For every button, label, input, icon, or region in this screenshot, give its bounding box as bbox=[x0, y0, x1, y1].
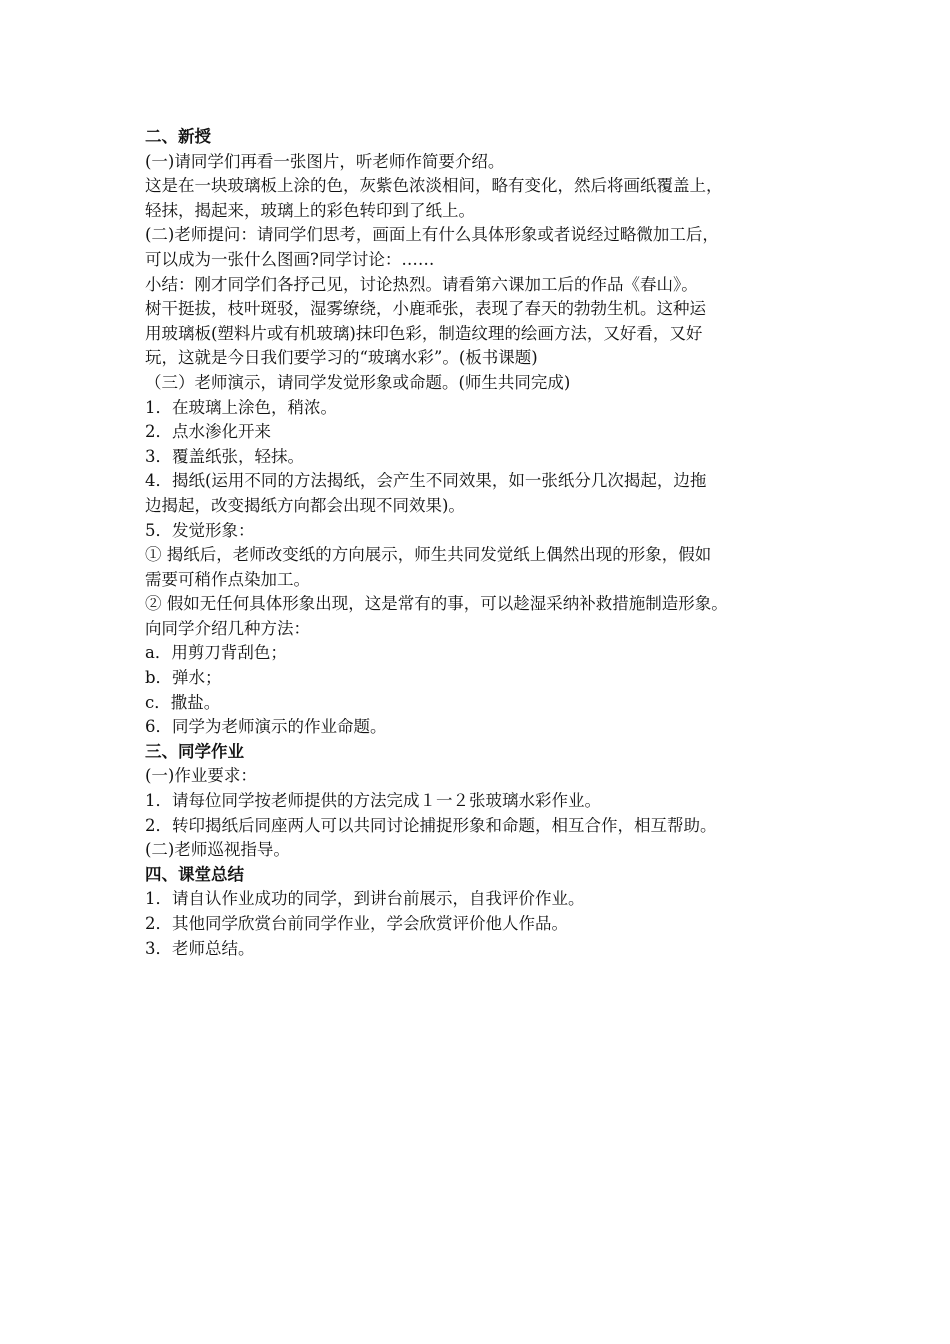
list-item: 1．请每位同学按老师提供的方法完成１一２张玻璃水彩作业。 bbox=[145, 791, 601, 811]
list-item: 2．点水渗化开来 bbox=[145, 422, 271, 442]
paragraph: (二)老师巡视指导。 bbox=[145, 840, 290, 860]
list-item: 3．覆盖纸张，轻抹。 bbox=[145, 446, 304, 466]
list-item: 5．发觉形象： bbox=[145, 520, 255, 540]
list-item: c．撒盐。 bbox=[145, 692, 221, 712]
list-item: 2．转印揭纸后同座两人可以共同讨论捕捉形象和命题，相互合作，相互帮助。 bbox=[145, 815, 717, 835]
paragraph: 可以成为一张什么图画?同学讨论：…… bbox=[145, 249, 435, 269]
paragraph: 小结：刚才同学们各抒己见，讨论热烈。请看第六课加工后的作品《春山》。 bbox=[145, 274, 698, 294]
section-heading-new-lesson: 二、新授 bbox=[145, 127, 211, 146]
section-heading-student-work: 三、同学作业 bbox=[145, 741, 244, 761]
list-item: 1．请自认作业成功的同学，到讲台前展示，自我评价作业。 bbox=[145, 889, 585, 909]
paragraph: 向同学介绍几种方法： bbox=[145, 618, 310, 638]
paragraph: (一)作业要求： bbox=[145, 766, 257, 786]
list-item: 3．老师总结。 bbox=[145, 938, 255, 958]
list-item: a．用剪刀背刮色； bbox=[145, 643, 287, 663]
list-item: ② 假如无任何具体形象出现，这是常有的事，可以趁湿采纳补救措施制造形象。 bbox=[145, 594, 728, 614]
list-item: b．弹水； bbox=[145, 668, 222, 688]
paragraph: (二)老师提问：请同学们思考，画面上有什么具体形象或者说经过略微加工后， bbox=[145, 225, 719, 245]
list-item: 6．同学为老师演示的作业命题。 bbox=[145, 717, 387, 737]
list-item: 边揭起，改变揭纸方向都会出现不同效果)。 bbox=[145, 495, 465, 515]
paragraph: （三）老师演示，请同学发觉形象或命题。(师生共同完成) bbox=[145, 372, 571, 392]
list-item: 4．揭纸(运用不同的方法揭纸，会产生不同效果，如一张纸分几次揭起，边拖 bbox=[145, 471, 707, 491]
paragraph: 树干挺拔，枝叶斑驳，湿雾缭绕，小鹿乖张，表现了春天的勃勃生机。这种运 bbox=[145, 299, 706, 319]
paragraph: (一)请同学们再看一张图片，听老师作简要介绍。 bbox=[145, 151, 505, 171]
paragraph: 用玻璃板(塑料片或有机玻璃)抹印色彩，制造纹理的绘画方法，又好看，又好 bbox=[145, 323, 703, 343]
paragraph: 轻抹，揭起来，玻璃上的彩色转印到了纸上。 bbox=[145, 200, 475, 220]
document-page bbox=[145, 125, 825, 961]
section-heading-summary: 四、课堂总结 bbox=[145, 864, 244, 884]
paragraph: 玩，这就是今日我们要学习的“玻璃水彩”。(板书课题) bbox=[145, 348, 538, 368]
list-item: 1．在玻璃上涂色，稍浓。 bbox=[145, 397, 337, 417]
list-item: 2．其他同学欣赏台前同学作业，学会欣赏评价他人作品。 bbox=[145, 914, 568, 933]
list-item: ① 揭纸后，老师改变纸的方向展示，师生共同发觉纸上偶然出现的形象，假如 bbox=[145, 545, 712, 565]
paragraph: 这是在一块玻璃板上涂的色，灰紫色浓淡相间，略有变化，然后将画纸覆盖上， bbox=[145, 176, 723, 196]
list-item: 需要可稍作点染加工。 bbox=[145, 569, 310, 589]
